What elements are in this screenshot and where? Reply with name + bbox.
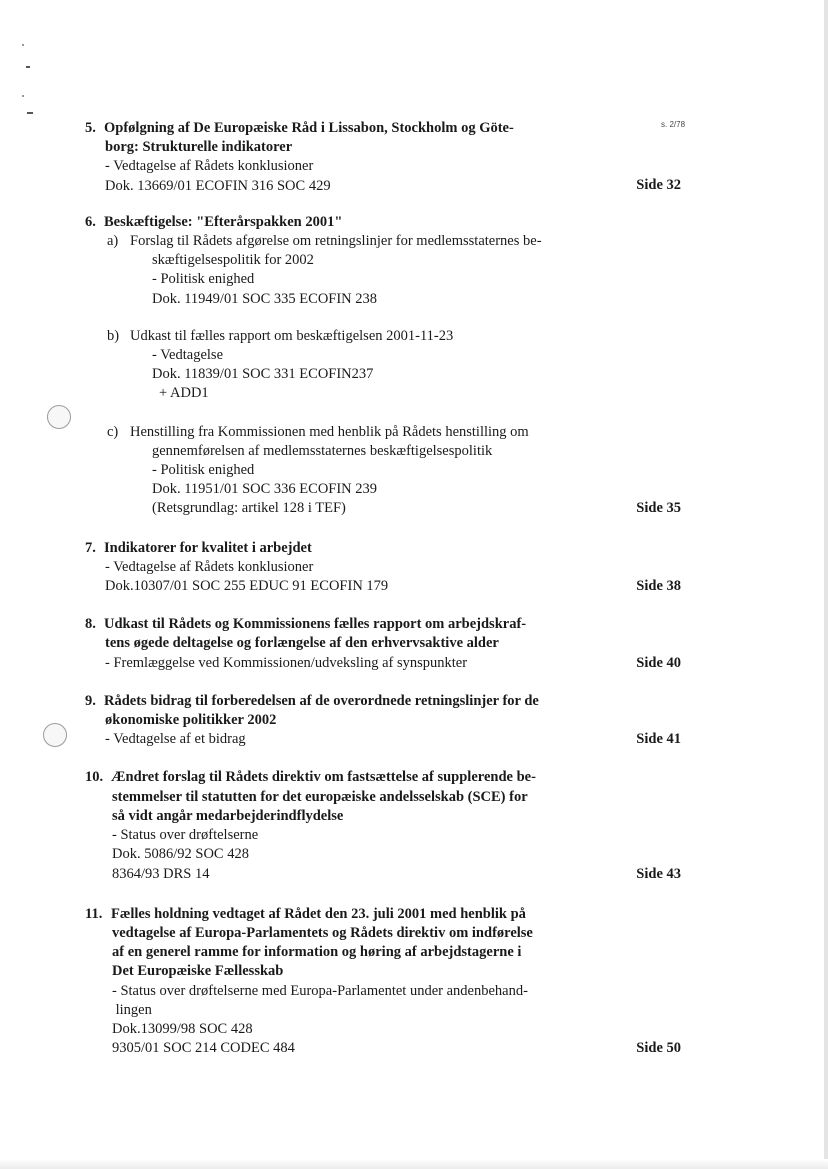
item-line: 8364/93 DRS 14	[112, 865, 210, 882]
item-number: 5.	[85, 120, 96, 136]
subitem-line: - Politisk enighed	[152, 271, 255, 288]
item-line: - Vedtagelse af Rådets konklusioner	[105, 158, 314, 175]
subitem-line: (Retsgrundlag: artikel 128 i TEF)	[152, 500, 346, 517]
subitem-a	[85, 232, 681, 309]
page-number: Side 32	[636, 177, 681, 193]
item-number: 8.	[85, 616, 96, 633]
item-title-line: Det Europæiske Fællesskab	[112, 963, 284, 980]
subitem-line: - Politisk enighed	[152, 462, 255, 479]
item-number: 11.	[85, 905, 103, 922]
subitem-text-line: gennemførelsen af medlemsstaternes beskæftigelsespolitik	[152, 442, 493, 459]
scan-mark	[26, 66, 30, 68]
item-title-line: 7. Indikatorer for kvalitet i arbejdet	[85, 539, 681, 558]
agenda-item-7	[85, 539, 681, 597]
item-title-line: så vidt angår medarbejderindflydelse	[112, 807, 344, 824]
page-number: Side 43	[636, 865, 681, 882]
page-number: Side 50	[636, 1040, 681, 1057]
item-line: 9305/01 SOC 214 CODEC 484	[112, 1040, 295, 1057]
item-title-line: 11. Fælles holdning vedtaget af Rådet den 23. juli 2001 med henblik på	[85, 905, 681, 924]
item-title-line: 8. Udkast til Rådets og Kommissionens fælles rapport om arbejdskraf-	[85, 615, 681, 634]
subitem-line: Dok. 11839/01 SOC 331 ECOFIN237	[152, 366, 374, 383]
subitem-line: Dok. 11951/01 SOC 336 ECOFIN 239	[152, 481, 378, 498]
subitem-label: b)	[107, 327, 120, 344]
page-reference: s. 2/78	[661, 120, 686, 129]
agenda-item-6	[85, 213, 681, 519]
item-title-line: 10. Ændret forslag til Rådets direktiv om fastsættelse af supplerende be-	[85, 768, 681, 787]
item-title-line: vedtagelse af Europa-Parlamentets og Rådets direktiv om indførelse	[112, 924, 533, 941]
item-line: Dok. 13669/01 ECOFIN 316 SOC 429	[105, 177, 331, 194]
agenda-item-5	[85, 119, 681, 196]
item-line: Dok. 5086/92 SOC 428	[112, 846, 249, 863]
item-line: - Vedtagelse af Rådets konklusioner	[105, 558, 314, 575]
agenda-item-10	[85, 768, 681, 883]
page-number: Side 35	[636, 500, 681, 517]
scan-mark	[22, 44, 24, 46]
page-number: Side 41	[636, 731, 681, 748]
punch-hole	[47, 405, 71, 429]
subitem-line: Dok. 11949/01 SOC 335 ECOFIN 238	[152, 290, 378, 307]
agenda-item-9	[85, 692, 681, 750]
item-line: - Vedtagelse af et bidrag	[105, 731, 246, 748]
subitem-text-line: skæftigelsespolitik for 2002	[152, 252, 314, 269]
item-title-line: stemmelser til statutten for det europæiske andelsselskab (SCE) for	[112, 788, 528, 805]
item-title-line: borg: Strukturelle indikatorer	[105, 139, 293, 156]
subitem-line: + ADD1	[159, 385, 209, 402]
item-line: - Status over drøftelserne med Europa-Parlamentet under andenbehand-	[112, 982, 528, 999]
scan-mark	[27, 112, 33, 114]
subitem-label: a)	[107, 233, 119, 250]
item-number: 7.	[85, 539, 96, 556]
item-number: 9.	[85, 692, 96, 709]
subitem-c	[85, 423, 681, 519]
subitem-text-line: b) Udkast til fælles rapport om beskæftigelsen 2001-11-23	[107, 327, 681, 346]
item-line: - Status over drøftelserne	[112, 827, 259, 844]
page-number: Side 38	[636, 578, 681, 595]
agenda-list	[85, 119, 681, 1058]
item-number: 10.	[85, 769, 104, 786]
item-number: 6.	[85, 213, 96, 230]
punch-hole	[43, 723, 67, 747]
subitem-label: c)	[107, 423, 119, 440]
subitem-text-line: a) Forslag til Rådets afgørelse om retningslinjer for medlemsstaternes be-	[107, 232, 681, 251]
item-title-line: økonomiske politikker 2002	[105, 712, 277, 729]
page-edge	[824, 0, 828, 1169]
agenda-item-11	[85, 905, 681, 1059]
scan-shadow	[0, 1159, 828, 1169]
item-title-line: af en generel ramme for information og høring af arbejdstagerne i	[112, 944, 522, 961]
page-number: Side 40	[636, 654, 681, 671]
scan-mark	[22, 95, 24, 97]
item-line: lingen	[112, 1001, 152, 1018]
subitem-line: - Vedtagelse	[152, 347, 223, 364]
item-title-line: 6. Beskæftigelse: "Efterårspakken 2001"	[85, 213, 681, 232]
item-title-line: tens øgede deltagelse og forlængelse af den erhvervsaktive alder	[105, 635, 499, 652]
subitem-text-line: c) Henstilling fra Kommissionen med henblik på Rådets henstilling om	[107, 423, 681, 442]
item-line: - Fremlæggelse ved Kommissionen/udveksling af synspunkter	[105, 654, 468, 671]
item-title-line: 5. Opfølgning af De Europæiske Råd i Lissabon, Stockholm og Göte-	[85, 119, 681, 138]
subitem-b	[85, 327, 681, 404]
item-line: Dok.13099/98 SOC 428	[112, 1020, 253, 1037]
agenda-item-8	[85, 615, 681, 673]
item-line: Dok.10307/01 SOC 255 EDUC 91 ECOFIN 179	[105, 578, 389, 595]
item-title-line: 9. Rådets bidrag til forberedelsen af de overordnede retningslinjer for de	[85, 692, 681, 711]
